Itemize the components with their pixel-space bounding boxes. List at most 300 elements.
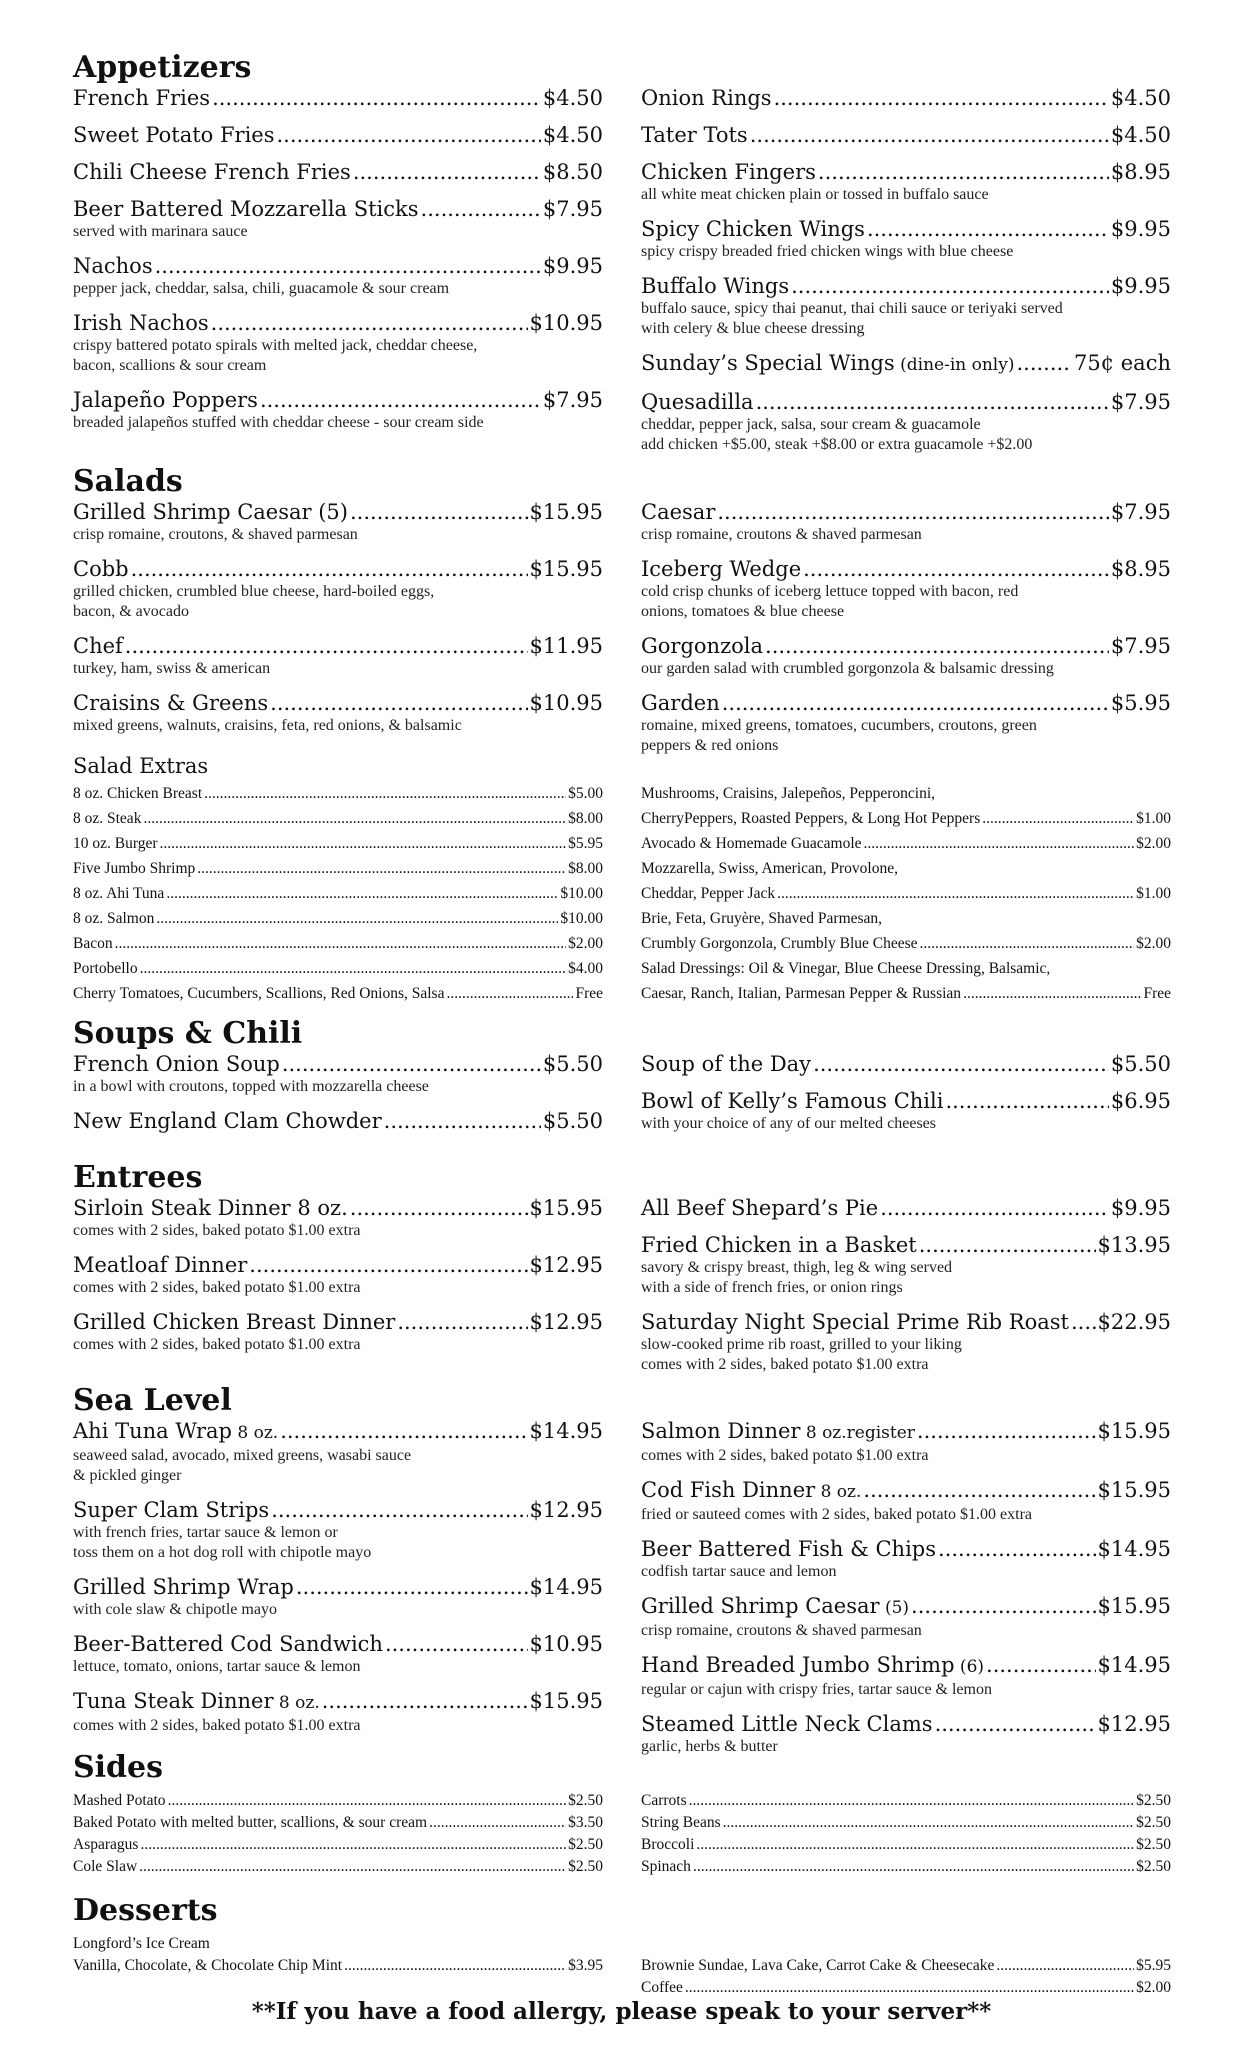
menu-item — [641, 1310, 1171, 1375]
item-name: Spinach — [641, 1858, 691, 1875]
dot-leader — [446, 981, 573, 1006]
item-name-text: Sweet Potato Fries — [73, 123, 275, 147]
item-name: Cherry Tomatoes, Cucumbers, Scallions, Red Onions, Salsa — [73, 985, 445, 1002]
menu-item-row — [73, 1419, 603, 1446]
item-name-text: Grilled Chicken Breast Dinner — [73, 1310, 396, 1334]
menu-item — [73, 254, 603, 299]
item-price: $3.50 — [568, 1814, 603, 1831]
item-name-text: Quesadilla — [641, 390, 754, 414]
item-name — [641, 1310, 1069, 1335]
salad-extras-right-list — [641, 753, 1171, 1006]
item-price: $8.95 — [1110, 557, 1171, 581]
item-name-text: Cod Fish Dinner — [641, 1478, 816, 1502]
menu-item-row — [73, 1632, 603, 1657]
dot-leader — [938, 1537, 1096, 1562]
item-name — [73, 1498, 269, 1523]
item-name — [73, 691, 268, 716]
item-name — [641, 274, 789, 299]
extra-row — [73, 981, 603, 1006]
item-description: pepper jack, cheddar, salsa, chili, guacamole & sour cream — [73, 280, 450, 297]
item-name: 8 oz. Steak — [73, 810, 142, 827]
item-price: 75¢ each — [1074, 351, 1171, 375]
item-name — [73, 311, 209, 336]
item-price: $9.95 — [1110, 274, 1171, 298]
item-description: all white meat chicken plain or tossed in buffalo sauce — [641, 186, 989, 203]
item-price: $7.95 — [1110, 634, 1171, 658]
menu-item — [641, 500, 1171, 545]
item-price: Free — [1143, 985, 1171, 1002]
extra-row — [73, 931, 603, 956]
item-name: CherryPeppers, Roasted Peppers, & Long Hot Peppers — [641, 810, 981, 827]
item-name: Brownie Sundae, Lava Cake, Carrot Cake & Cheesecake — [641, 1957, 995, 1974]
sides-section — [73, 1750, 1171, 1878]
dot-leader — [168, 1790, 567, 1812]
item-name-text: New England Clam Chowder — [73, 1109, 382, 1133]
dot-leader — [911, 1594, 1095, 1619]
menu-item — [73, 311, 603, 376]
item-name-text: Onion Rings — [641, 86, 772, 110]
item-price: $14.95 — [529, 1575, 603, 1599]
dot-leader — [282, 1052, 541, 1077]
menu-item — [73, 160, 603, 185]
dot-leader — [919, 1233, 1096, 1258]
item-price: $14.95 — [1097, 1653, 1171, 1677]
menu-item-row — [641, 1052, 1171, 1077]
item-name-text: Chef — [73, 634, 123, 658]
dot-leader — [689, 1790, 1134, 1812]
item-note: 8 oz. — [231, 1423, 279, 1443]
item-name-text: Craisins & Greens — [73, 691, 269, 715]
item-name — [73, 160, 351, 185]
item-name — [73, 197, 419, 222]
sea-left-column — [73, 1419, 603, 1769]
item-description: fried or sauteed comes with 2 sides, baked potato $1.00 extra — [641, 1506, 1032, 1523]
menu-item — [641, 1089, 1171, 1134]
item-name-text: Chicken Fingers — [641, 160, 816, 184]
dot-leader — [156, 906, 558, 931]
item-name: 8 oz. Ahi Tuna — [73, 885, 165, 902]
item-price: $2.50 — [568, 1836, 603, 1853]
menu-item — [73, 634, 603, 679]
dot-leader — [945, 1089, 1108, 1114]
dot-leader — [385, 1632, 528, 1657]
item-price: $5.50 — [542, 1052, 603, 1076]
menu-item — [641, 1537, 1171, 1582]
entrees-section — [73, 1160, 1171, 1387]
menu-item-row — [641, 557, 1171, 582]
item-name — [641, 557, 801, 582]
item-name — [641, 123, 748, 148]
menu-item — [73, 1310, 603, 1355]
salads-left-column — [73, 500, 603, 768]
item-price: $5.50 — [542, 1109, 603, 1133]
extra-row — [73, 856, 603, 881]
dot-leader — [296, 1575, 528, 1600]
extra-row — [641, 931, 1171, 956]
item-price: $10.00 — [560, 885, 603, 902]
item-name — [641, 1712, 933, 1737]
item-note: 8 oz. — [815, 1482, 862, 1502]
dot-leader — [803, 557, 1109, 582]
menu-item — [73, 197, 603, 242]
extra-row — [641, 881, 1171, 906]
item-name — [641, 1594, 909, 1621]
dot-leader — [166, 881, 558, 906]
item-description: crisp romaine, croutons & shaved parmesan — [641, 1622, 922, 1639]
item-name: Cole Slaw — [73, 1858, 138, 1875]
item-price: $15.95 — [529, 1689, 603, 1713]
item-name-text: Grilled Shrimp Wrap — [73, 1575, 294, 1599]
item-description: served with marinara sauce — [73, 223, 248, 240]
item-name — [73, 1052, 280, 1077]
item-price: $4.00 — [568, 960, 603, 977]
extra-line: Brie, Feta, Gruyère, Shaved Parmesan, — [641, 910, 883, 927]
item-name — [641, 1089, 943, 1114]
item-name: Five Jumbo Shrimp — [73, 860, 196, 877]
dot-leader — [125, 634, 528, 659]
extra-row — [73, 906, 603, 931]
menu-item — [73, 1109, 603, 1134]
item-note: 8 oz.register — [800, 1423, 915, 1443]
item-name-text: Grilled Shrimp Caesar (5) — [73, 500, 348, 524]
item-name-text: Beer Battered Mozzarella Sticks — [73, 197, 419, 221]
soups-section — [73, 1016, 1171, 1146]
item-description: slow-cooked prime rib roast, grilled to your liking — [641, 1336, 962, 1353]
dot-leader — [271, 1498, 527, 1523]
side-row — [641, 1955, 1171, 1977]
menu-item-row — [641, 1712, 1171, 1737]
item-name-text: Tuna Steak Dinner — [73, 1689, 274, 1713]
item-price: $4.50 — [1110, 86, 1171, 110]
section-title: Salads — [73, 464, 183, 499]
item-name — [641, 634, 763, 659]
side-row — [641, 1834, 1171, 1856]
dot-leader — [765, 634, 1109, 659]
extra-row — [73, 831, 603, 856]
appetizers-right-column — [641, 86, 1171, 467]
item-price: $5.95 — [568, 835, 603, 852]
section-title: Entrees — [73, 1160, 203, 1195]
item-name — [641, 86, 772, 111]
dot-leader — [160, 831, 567, 856]
menu-item — [641, 351, 1171, 378]
dot-leader — [1016, 351, 1072, 376]
item-description: lettuce, tomato, onions, tartar sauce & lemon — [73, 1658, 361, 1675]
menu-item-row — [641, 1310, 1171, 1335]
menu-item — [73, 86, 603, 111]
item-name: 8 oz. Chicken Breast — [73, 785, 203, 802]
item-name-text: Irish Nachos — [73, 311, 209, 335]
item-description: our garden salad with crumbled gorgonzola & balsamic dressing — [641, 660, 1054, 677]
item-description: in a bowl with croutons, topped with mozzarella cheese — [73, 1078, 429, 1095]
menu-item — [73, 1419, 603, 1486]
item-name: Crumbly Gorgonzola, Crumbly Blue Cheese — [641, 935, 918, 952]
ice-cream-heading: Longford’s Ice Cream — [73, 1935, 210, 1952]
item-name — [641, 500, 715, 525]
item-price: $8.95 — [1110, 160, 1171, 184]
dot-leader — [280, 1419, 527, 1444]
dot-leader — [344, 1955, 566, 1977]
menu-item-row — [641, 1419, 1171, 1446]
item-price: $14.95 — [1097, 1537, 1171, 1561]
item-price: $2.50 — [1136, 1836, 1171, 1853]
sides-right-column — [641, 1790, 1171, 1878]
item-description: bacon, & avocado — [73, 603, 189, 620]
extra-row — [73, 806, 603, 831]
menu-item-row — [641, 1089, 1171, 1114]
dot-leader — [717, 500, 1109, 525]
item-description: turkey, ham, swiss & american — [73, 660, 271, 677]
item-price: $15.95 — [529, 500, 603, 524]
item-note: 8 oz. — [273, 1693, 320, 1713]
item-name — [73, 1419, 278, 1446]
item-price: $4.50 — [542, 86, 603, 110]
item-name-text: Tater Tots — [641, 123, 748, 147]
dot-leader — [867, 217, 1109, 242]
item-price: $5.95 — [1136, 1957, 1171, 1974]
menu-item-row — [73, 557, 603, 582]
menu-item-row — [641, 274, 1171, 299]
item-name-text: French Onion Soup — [73, 1052, 280, 1076]
sea-level-section — [73, 1383, 1171, 1769]
item-description: savory & crispy breast, thigh, leg & wing served — [641, 1259, 953, 1276]
item-price: $7.95 — [542, 197, 603, 221]
item-description: onions, tomatoes & blue cheese — [641, 603, 845, 620]
menu-item-row — [641, 351, 1171, 378]
item-description: with cole slaw & chipotle mayo — [73, 1601, 277, 1618]
dot-leader — [260, 388, 541, 413]
salad-extras-title: Salad Extras — [73, 754, 209, 778]
extra-row — [641, 806, 1171, 831]
item-description: cold crisp chunks of iceberg lettuce topped with bacon, red — [641, 583, 1019, 600]
item-name — [73, 123, 275, 148]
item-description: garlic, herbs & butter — [641, 1738, 778, 1755]
side-row — [73, 1812, 603, 1834]
item-price: $5.00 — [568, 785, 603, 802]
side-row — [641, 1977, 1171, 1999]
menu-item-row — [641, 390, 1171, 415]
extra-line: Mozzarella, Swiss, American, Provolone, — [641, 860, 898, 877]
item-name: Cheddar, Pepper Jack — [641, 885, 776, 902]
section-title: Sides — [73, 1750, 164, 1785]
item-price: $10.95 — [529, 691, 603, 715]
menu-item-row — [73, 691, 603, 716]
item-description: codfish tartar sauce and lemon — [641, 1563, 837, 1580]
item-description: & pickled ginger — [73, 1467, 182, 1484]
salads-right-column — [641, 500, 1171, 768]
dot-leader — [685, 1977, 1134, 1999]
dot-leader — [920, 931, 1135, 956]
dot-leader — [155, 254, 541, 279]
menu-item — [73, 1498, 603, 1563]
item-name-text: Cobb — [73, 557, 129, 581]
dot-leader — [211, 311, 528, 336]
item-name — [73, 1109, 382, 1134]
item-name: Caesar, Ranch, Italian, Parmesan Pepper & Russian — [641, 985, 962, 1002]
item-description: cheddar, pepper jack, salsa, sour cream & guacamole — [641, 416, 981, 433]
menu-item — [73, 1253, 603, 1298]
menu-item-row — [641, 500, 1171, 525]
item-description: comes with 2 sides, baked potato $1.00 extra — [73, 1717, 361, 1734]
menu-item — [641, 1052, 1171, 1077]
item-name-text: Beer Battered Fish & Chips — [641, 1537, 937, 1561]
item-name — [641, 160, 816, 185]
menu-item — [73, 1689, 603, 1736]
dot-leader — [917, 1419, 1096, 1444]
menu-item-row — [641, 1233, 1171, 1258]
menu-item-row — [73, 160, 603, 185]
menu-item-row — [641, 691, 1171, 716]
dot-leader — [350, 1196, 528, 1221]
item-price: $12.95 — [1097, 1712, 1171, 1736]
extra-row — [73, 956, 603, 981]
item-name-text: Grilled Shrimp Caesar — [641, 1594, 880, 1618]
item-price: $9.95 — [1110, 217, 1171, 241]
soups-right-column — [641, 1052, 1171, 1146]
item-name-text: Sunday’s Special Wings — [641, 351, 895, 375]
menu-item — [73, 388, 603, 433]
item-description: comes with 2 sides, baked potato $1.00 extra — [73, 1336, 361, 1353]
dot-leader — [131, 557, 528, 582]
item-name-text: Bowl of Kelly’s Famous Chili — [641, 1089, 944, 1113]
item-name — [73, 1689, 320, 1716]
menu-item-row — [73, 123, 603, 148]
item-price: $1.00 — [1136, 885, 1171, 902]
item-description: romaine, mixed greens, tomatoes, cucumbers, croutons, green — [641, 717, 1037, 734]
menu-item-row — [73, 1689, 603, 1716]
menu-item — [641, 1594, 1171, 1641]
item-name — [73, 86, 210, 111]
item-price: $8.50 — [542, 160, 603, 184]
item-price: $2.00 — [1136, 935, 1171, 952]
item-name: Broccoli — [641, 1836, 695, 1853]
menu-item-row — [73, 1498, 603, 1523]
dot-leader — [353, 160, 541, 185]
extra-line: Salad Dressings: Oil & Vinegar, Blue Cheese Dressing, Balsamic, — [641, 960, 1051, 977]
menu-item — [641, 557, 1171, 622]
item-name-text: Sirloin Steak Dinner 8 oz. — [73, 1196, 348, 1220]
menu-item-row — [641, 1478, 1171, 1505]
side-row — [73, 1834, 603, 1856]
dot-leader — [212, 86, 541, 111]
item-price: $4.50 — [1110, 123, 1171, 147]
item-name-text: Nachos — [73, 254, 153, 278]
dot-leader — [421, 197, 541, 222]
item-name — [73, 1575, 294, 1600]
section-title: Appetizers — [73, 50, 252, 85]
menu-item-row — [73, 1575, 603, 1600]
item-price: $2.50 — [568, 1792, 603, 1809]
menu-item-row — [73, 1196, 603, 1221]
item-price: $2.00 — [1136, 835, 1171, 852]
dot-leader — [140, 956, 567, 981]
menu-item — [641, 1653, 1171, 1700]
side-row — [73, 1790, 603, 1812]
item-price: $9.95 — [1110, 1196, 1171, 1220]
item-name: String Beans — [641, 1814, 721, 1831]
extra-row — [73, 881, 603, 906]
dot-leader — [397, 1310, 527, 1335]
menu-item-row — [73, 197, 603, 222]
soups-left-column — [73, 1052, 603, 1146]
item-price: $9.95 — [542, 254, 603, 278]
item-name — [73, 1253, 247, 1278]
item-name — [641, 1653, 984, 1680]
item-name-text: Steamed Little Neck Clams — [641, 1712, 933, 1736]
dot-leader — [722, 691, 1109, 716]
menu-item — [641, 217, 1171, 262]
item-price: $15.95 — [529, 1196, 603, 1220]
side-row — [641, 1812, 1171, 1834]
item-name: Bacon — [73, 935, 113, 952]
item-price: $2.50 — [1136, 1792, 1171, 1809]
menu-item — [641, 274, 1171, 339]
item-description: peppers & red onions — [641, 737, 779, 754]
item-price: Free — [575, 985, 603, 1002]
item-name — [641, 1196, 878, 1221]
menu-item-row — [641, 160, 1171, 185]
menu-item — [73, 1196, 603, 1241]
item-description: grilled chicken, crumbled blue cheese, hard-boiled eggs, — [73, 583, 435, 600]
extra-row — [641, 981, 1171, 1006]
entrees-left-column — [73, 1196, 603, 1387]
item-description: regular or cajun with crispy fries, tartar sauce & lemon — [641, 1681, 992, 1698]
desserts-section — [73, 1893, 1171, 1999]
item-price: $6.95 — [1110, 1089, 1171, 1113]
dot-leader — [322, 1689, 528, 1714]
dot-leader — [777, 881, 1134, 906]
side-row — [73, 1955, 603, 1977]
side-row — [641, 1790, 1171, 1812]
item-name: 8 oz. Salmon — [73, 910, 155, 927]
item-price: $7.95 — [542, 388, 603, 412]
dot-leader — [249, 1253, 527, 1278]
item-name-text: Garden — [641, 691, 720, 715]
extra-row — [641, 831, 1171, 856]
item-name: Asparagus — [73, 1836, 139, 1853]
item-name — [641, 1419, 915, 1446]
menu-item-row — [641, 1196, 1171, 1221]
appetizers-left-column — [73, 86, 603, 467]
item-price: $2.50 — [568, 1858, 603, 1875]
menu-item-row — [73, 500, 603, 525]
item-name-text: Gorgonzola — [641, 634, 764, 658]
item-price: $12.95 — [529, 1253, 603, 1277]
item-description: crispy battered potato spirals with melted jack, cheddar cheese, — [73, 337, 478, 354]
item-name-text: Hand Breaded Jumbo Shrimp — [641, 1653, 955, 1677]
item-name-text: All Beef Shepard’s Pie — [641, 1196, 879, 1220]
dot-leader — [864, 831, 1135, 856]
menu-item — [73, 1575, 603, 1620]
dot-leader — [880, 1196, 1109, 1221]
item-name-text: Fried Chicken in a Basket — [641, 1233, 917, 1257]
item-description: crisp romaine, croutons, & shaved parmesan — [73, 526, 358, 543]
item-description: add chicken +$5.00, steak +$8.00 or extra guacamole +$2.00 — [641, 436, 1033, 453]
menu-item — [73, 1632, 603, 1677]
menu-item — [73, 123, 603, 148]
item-name — [641, 1233, 917, 1258]
item-price: $15.95 — [1097, 1419, 1171, 1443]
appetizers-section — [73, 50, 1171, 467]
dot-leader — [140, 1834, 566, 1856]
item-name-text: Jalapeño Poppers — [73, 388, 258, 412]
sea-right-column — [641, 1419, 1171, 1769]
item-description: comes with 2 sides, baked potato $1.00 extra — [73, 1222, 361, 1239]
item-name — [73, 254, 153, 279]
dot-leader — [143, 806, 566, 831]
item-price: $12.95 — [529, 1498, 603, 1522]
menu-item — [641, 1196, 1171, 1221]
